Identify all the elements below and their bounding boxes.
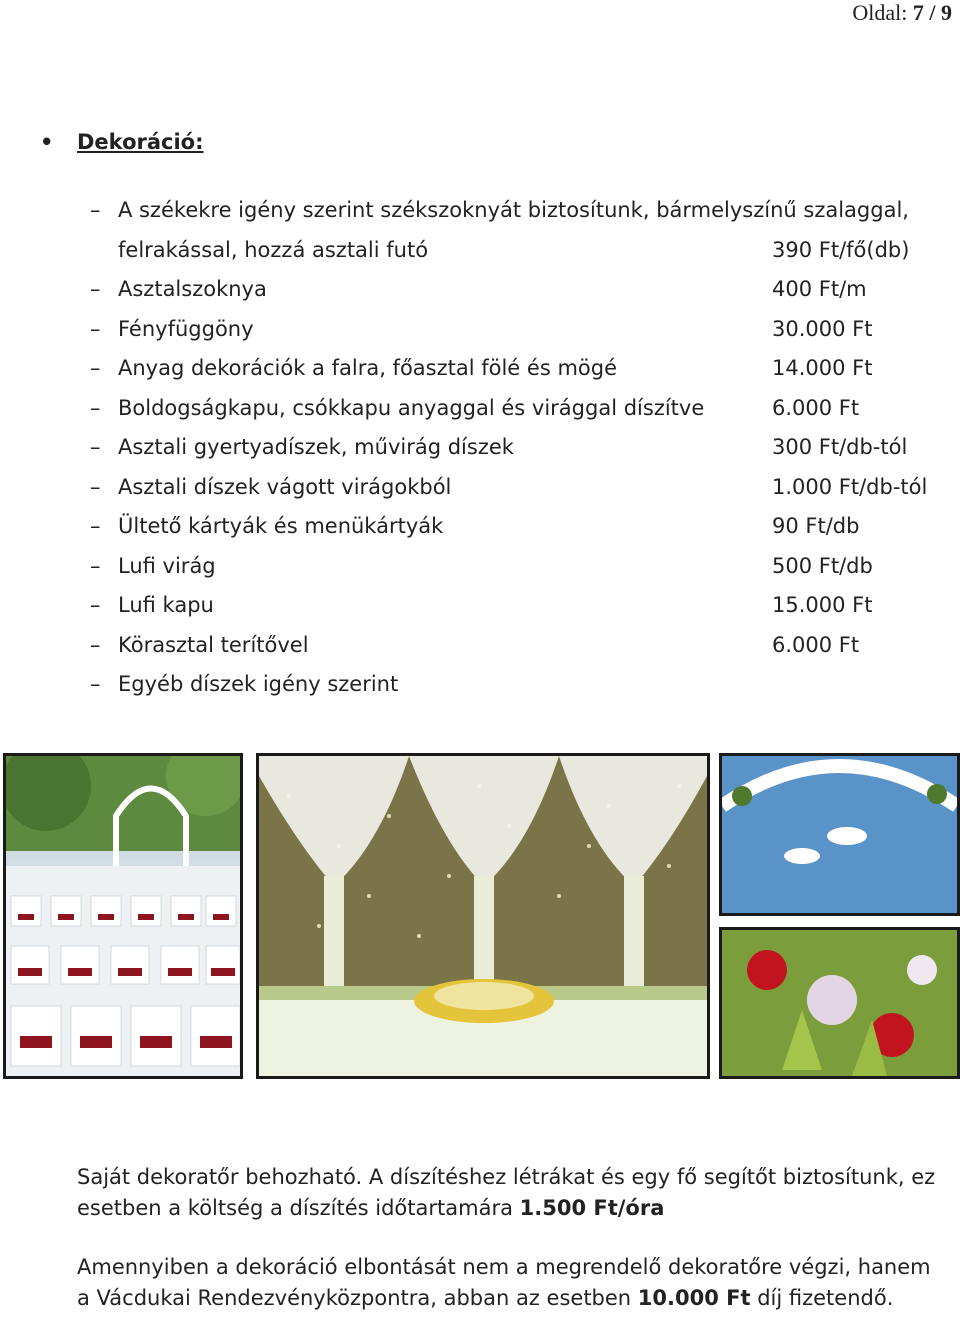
item-label: Lufi kapu [118,593,214,617]
ceremony-chairs-illustration [6,756,240,1076]
item-price: 6.000 Ft [772,632,860,657]
item-label: Ültető kártyák és menükártyák [118,514,444,538]
item-label: Egyéb díszek igény szerint [118,672,399,696]
price-list [90,191,950,705]
item-price: 400 Ft/m [772,277,867,301]
head-table-photo [256,753,710,1079]
dash-icon: – [90,198,101,222]
dash-icon: – [90,593,101,617]
item-price: 90 Ft/db [772,514,860,538]
item-price: 300 Ft/db-tól [772,435,908,459]
list-item [90,349,950,389]
dash-icon: – [90,514,101,538]
dash-icon: – [90,632,101,657]
list-item [90,428,950,468]
list-item [90,586,950,626]
item-label: felrakással, hozzá asztali futó [118,237,429,262]
list-item [90,507,950,547]
item-price: 390 Ft/fő(db) [772,237,910,262]
doves-illustration [722,756,957,913]
item-label: Körasztal terítővel [118,632,309,657]
page-separator: / [929,0,936,25]
dash-icon: – [90,316,101,341]
list-item [90,270,950,310]
dash-icon: – [90,435,101,459]
dash-icon: – [90,395,101,420]
list-item [90,231,950,271]
list-item [90,310,950,350]
ceremony-chairs-photo [3,753,243,1079]
list-item [90,626,950,666]
item-label: Boldogságkapu, csókkapu anyaggal és virággal díszítve [118,395,705,420]
dash-icon: – [90,553,101,578]
page-current: 7 [912,0,924,25]
decorator-rate: 1.500 Ft/óra [519,1196,665,1220]
dismantling-text-before: Amennyiben a dekoráció elbontását nem a megrendelő dekoratőre végzi, hanem a Vácdukai Rendezvényközpontra, abban az esetben [77,1255,931,1310]
item-label: Fényfüggöny [118,316,254,341]
item-price: 14.000 Ft [772,356,873,380]
item-label: Asztali díszek vágott virágokból [118,474,452,499]
item-label: A székekre igény szerint székszoknyát biztosítunk, bármelyszínű szalaggal, [118,198,909,222]
list-item [90,665,950,705]
decorator-text: Saját dekoratőr behozható. A díszítéshez létrákat és egy fő segítőt biztosítunk, ez esetben a költség a díszítés időtartamára [77,1165,936,1220]
page-label: Oldal: [852,0,908,25]
list-item [90,468,950,508]
list-item [90,547,950,587]
dash-icon: – [90,356,101,380]
head-table-illustration [259,756,707,1076]
bullet-icon: • [40,130,54,154]
decorator-paragraph [77,1162,947,1224]
item-label: Asztali gyertyadíszek, művirág díszek [118,435,514,459]
dash-icon: – [90,474,101,499]
section-title: Dekoráció: [77,130,204,154]
page-total: 9 [941,0,952,25]
dash-icon: – [90,277,101,301]
dismantling-text-after: díj fizetendő. [750,1286,894,1310]
flowers-illustration [722,930,957,1076]
page-number [852,0,952,26]
item-label: Asztalszoknya [118,277,267,301]
item-price: 30.000 Ft [772,316,873,341]
flowers-photo [719,927,960,1079]
item-price: 6.000 Ft [772,395,860,420]
item-price: 1.000 Ft/db-tól [772,474,928,499]
dismantling-fee: 10.000 Ft [637,1286,751,1310]
doves-photo [719,753,960,916]
item-price: 15.000 Ft [772,593,873,617]
item-label: Anyag dekorációk a falra, főasztal fölé és mögé [118,356,617,380]
list-item [90,191,950,231]
item-label: Lufi virág [118,553,216,578]
dismantling-paragraph [77,1252,947,1314]
list-item [90,389,950,429]
item-price: 500 Ft/db [772,553,873,578]
dash-icon: – [90,672,101,696]
